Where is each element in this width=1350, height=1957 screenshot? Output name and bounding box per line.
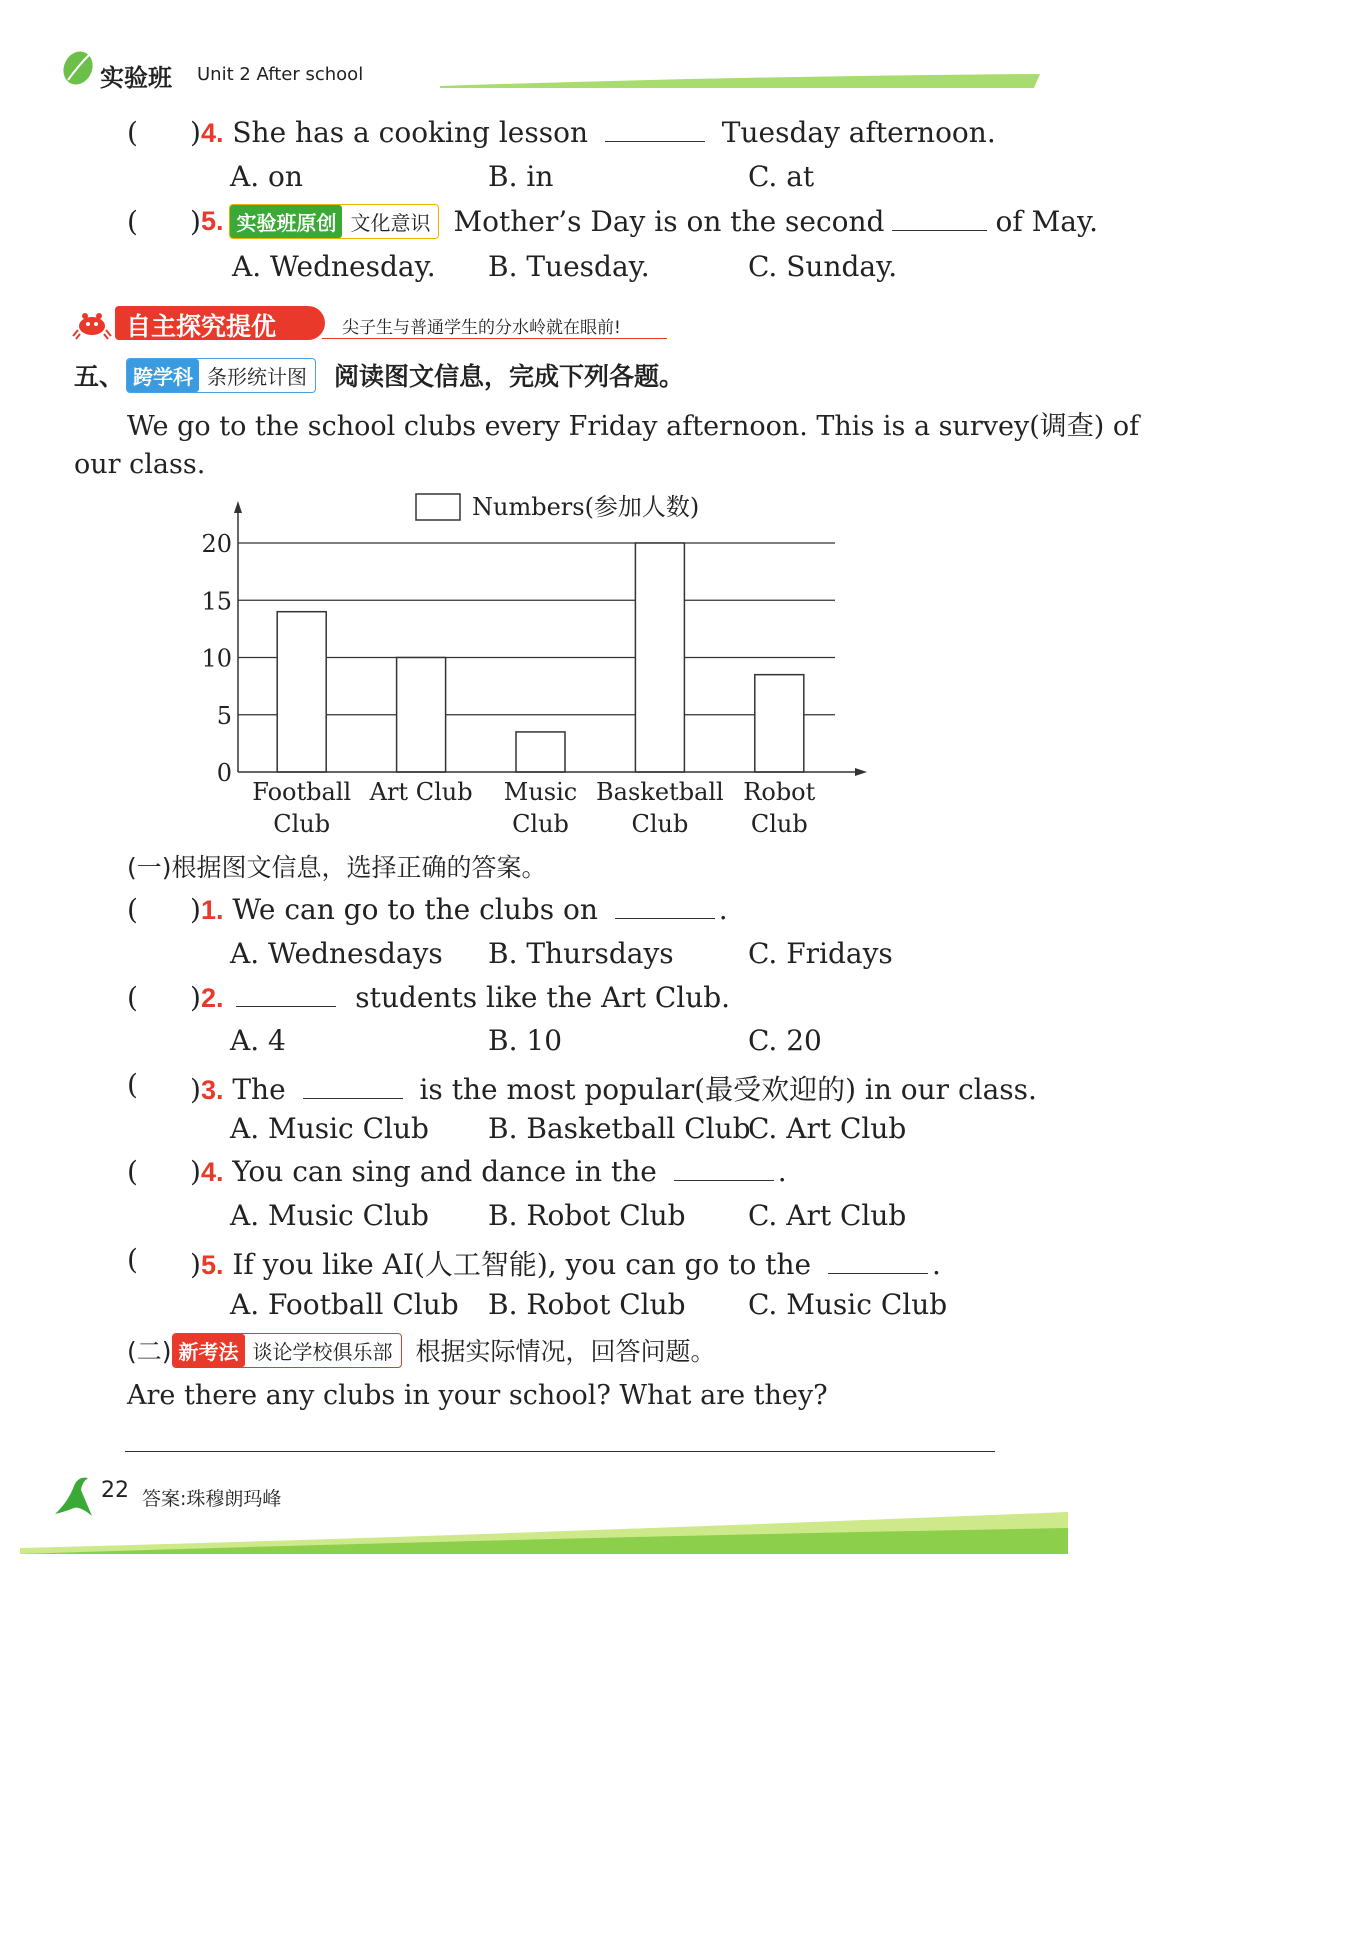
part2-heading — [127, 1332, 716, 1368]
question-number: 5. — [200, 206, 224, 236]
banner-slogan: 尖子生与普通学生的分水岭就在眼前! — [342, 318, 621, 338]
section-instruction: 阅读图文信息，完成下列各题。 — [334, 362, 685, 391]
part2-label: (二) — [127, 1337, 172, 1366]
question-text: She has a cooking lesson — [232, 116, 588, 149]
option-a[interactable]: A. 4 — [230, 1024, 286, 1057]
y-tick-label: 15 — [201, 587, 232, 616]
part2-instruction: 根据实际情况，回答问题。 — [415, 1337, 716, 1366]
y-tick-label: 20 — [201, 530, 232, 558]
bar-art-club — [397, 658, 446, 773]
option-c[interactable]: C. Art Club — [748, 1112, 907, 1145]
answer-bracket[interactable]: ( — [127, 893, 138, 926]
question-text: is the most popular(最受欢迎的) in our class. — [419, 1073, 1037, 1106]
answer-bracket[interactable]: ( — [127, 981, 138, 1014]
x-tick-label: Music — [503, 778, 578, 806]
answer-line[interactable] — [125, 1451, 995, 1452]
y-tick-label: 5 — [216, 701, 232, 730]
question-text: You can sing and dance in the — [232, 1155, 657, 1188]
y-tick-label: 10 — [201, 644, 232, 673]
legend-label: Numbers(参加人数) — [472, 493, 700, 521]
answer-bracket[interactable]: ( — [127, 1155, 138, 1188]
question-number: 4. — [200, 118, 224, 148]
option-a[interactable]: A. Music Club — [230, 1112, 429, 1145]
option-a[interactable]: A. Wednesdays — [230, 937, 443, 970]
leaf-logo-icon — [60, 48, 100, 86]
question-text: Mother’s Day is on the second — [453, 205, 885, 238]
answer-bracket[interactable]: ( — [127, 1243, 138, 1276]
question-text: If you like AI(人工智能), you can go to the — [232, 1248, 812, 1281]
x-tick-label: Club — [631, 810, 689, 838]
bar-basketball-club — [635, 543, 684, 772]
option-a[interactable]: A. on — [230, 160, 303, 193]
x-tick-label: Robot — [743, 778, 816, 806]
x-tick-label: Club — [512, 810, 569, 838]
footer-swoosh — [20, 1508, 1068, 1556]
unit-title: Unit 2 After school — [197, 64, 364, 85]
x-tick-label: Basketball — [596, 778, 724, 806]
answer-blank[interactable] — [674, 1179, 774, 1181]
question-text-end: Tuesday afternoon. — [721, 116, 996, 149]
question-number: 3. — [200, 1075, 224, 1105]
option-c[interactable]: C. 20 — [748, 1024, 822, 1057]
original-tag: 实验班原创 文化意识 — [229, 204, 439, 239]
option-b[interactable]: B. Basketball Club — [488, 1112, 751, 1145]
bar-football-club — [277, 612, 326, 772]
bar-chart — [180, 485, 900, 850]
bar-music-club — [516, 732, 565, 772]
part1-heading: (一)根据图文信息，选择正确的答案。 — [127, 853, 547, 882]
option-a[interactable]: A. Football Club — [230, 1288, 459, 1321]
option-b[interactable]: B. Robot Club — [488, 1288, 686, 1321]
option-b[interactable]: B. Tuesday. — [488, 250, 650, 283]
section5-heading — [74, 357, 684, 393]
answer-blank[interactable] — [828, 1272, 928, 1274]
x-tick-label: Football — [252, 778, 352, 806]
question-number: 5. — [200, 1250, 224, 1280]
banner-title: 自主探究提优 — [126, 312, 277, 341]
x-tick-label: Club — [750, 810, 808, 838]
crab-icon — [72, 306, 112, 340]
footer-answer: 答案:珠穆朗玛峰 — [142, 1488, 282, 1510]
question-text-end: of May. — [995, 205, 1098, 238]
option-b[interactable]: B. in — [488, 160, 554, 193]
answer-blank[interactable] — [605, 140, 705, 142]
option-a[interactable]: A. Music Club — [230, 1199, 429, 1232]
question-text: We can go to the clubs on — [232, 893, 598, 926]
option-b[interactable]: B. Robot Club — [488, 1199, 686, 1232]
option-c[interactable]: C. Art Club — [748, 1199, 907, 1232]
new-method-tag: 新考法 谈论学校俱乐部 — [172, 1333, 402, 1368]
answer-bracket[interactable]: ( — [127, 116, 138, 149]
answer-bracket[interactable]: ( — [127, 205, 138, 238]
cross-subject-tag: 跨学科 条形统计图 — [126, 358, 316, 393]
intro-line-1: We go to the school clubs every Friday afternoon. This is a survey(调查) of — [127, 411, 1140, 442]
x-tick-label: Club — [273, 810, 331, 838]
answer-bracket[interactable]: ( — [127, 1068, 138, 1101]
x-axis-arrow — [855, 768, 867, 776]
option-c[interactable]: C. Fridays — [748, 937, 893, 970]
legend-swatch — [416, 494, 460, 520]
option-c[interactable]: C. Sunday. — [748, 250, 898, 283]
option-c[interactable]: C. Music Club — [748, 1288, 948, 1321]
answer-blank[interactable] — [892, 229, 987, 231]
answer-blank[interactable] — [236, 1005, 336, 1007]
header-swoosh — [440, 72, 1040, 90]
question-number: 2. — [200, 983, 224, 1013]
bar-robot-club — [755, 675, 804, 772]
answer-blank[interactable] — [615, 917, 715, 919]
part2-question: Are there any clubs in your school? What are they? — [127, 1380, 828, 1411]
option-b[interactable]: B. 10 — [488, 1024, 563, 1057]
section-label: 五、 — [74, 362, 125, 391]
y-tick-label: 0 — [216, 759, 232, 787]
y-axis-arrow — [234, 501, 242, 513]
answer-blank[interactable] — [303, 1097, 403, 1099]
option-a[interactable]: A. Wednesday. — [232, 250, 436, 283]
x-tick-label: Art Club — [369, 778, 473, 806]
page-number: 22 — [101, 1478, 129, 1503]
option-c[interactable]: C. at — [748, 160, 815, 193]
banner-underline — [322, 338, 667, 339]
question-number: 1. — [200, 895, 224, 925]
brand-name: 实验班 — [100, 64, 172, 92]
option-b[interactable]: B. Thursdays — [488, 937, 674, 970]
question-number: 4. — [200, 1157, 224, 1187]
question-text: students like the Art Club. — [355, 981, 731, 1014]
chart-legend — [416, 493, 699, 521]
intro-line-2: our class. — [74, 449, 206, 480]
